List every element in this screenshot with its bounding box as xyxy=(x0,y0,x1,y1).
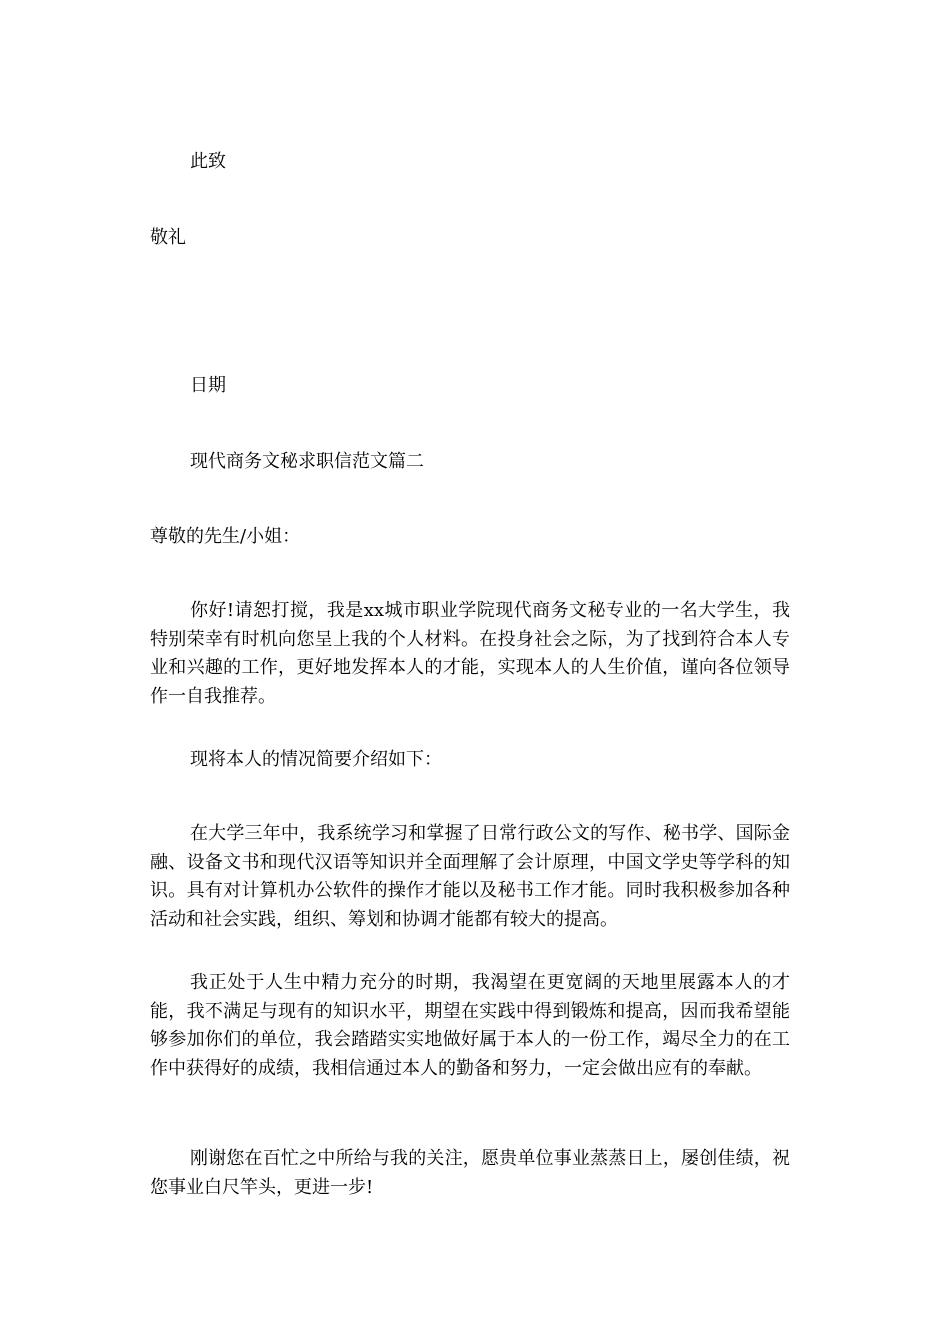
salutation: 尊敬的先生/小姐： xyxy=(150,526,301,547)
paragraph-intro: 你好!请恕打搅，我是xx城市职业学院现代商务文秘专业的一名大学生，我特别荣幸有时机向您呈上我的个人材料。在投身社会之际，为了找到符合本人专业和兴趣的工作，更好地发挥本人的才能，实现本人的人生价值，谨向各位领导作一自我推荐。 xyxy=(150,600,790,707)
closing-ci-zhi: 此致 xyxy=(190,151,226,172)
paragraph-thanks: 刚谢您在百忙之中所给与我的关注，愿贵单位事业蒸蒸日上，屡创佳绩，祝您事业白尺竿头，更进一步! xyxy=(150,1148,790,1198)
paragraph-aspiration: 我正处于人生中精力充分的时期，我渴望在更宽阔的天地里展露本人的才能，我不满足与现有的知识水平，期望在实践中得到锻炼和提高，因而我希望能够参加你们的单位，我会踏踏实实地做好属于本人的一份工作，竭尽全力的在工作中获得好的成绩，我相信通过本人的勤备和努力，一定会做出应有的奉献。 xyxy=(150,972,790,1079)
date-label: 日期 xyxy=(190,375,226,396)
section-title: 现代商务文秘求职信范文篇二 xyxy=(190,451,424,472)
paragraph-overview: 现将本人的情况简要介绍如下： xyxy=(190,749,442,770)
paragraph-education: 在大学三年中，我系统学习和掌握了日常行政公文的写作、秘书学、国际金融、设备文书和现代汉语等知识并全面理解了会计原理，中国文学史等学科的知识。具有对计算机办公软件的操作才能以及秘书工作才能。同时我积极参加各种活动和社会实践，组织、筹划和协调才能都有较大的提高。 xyxy=(150,823,790,930)
closing-jing-li: 敬礼 xyxy=(150,227,186,248)
